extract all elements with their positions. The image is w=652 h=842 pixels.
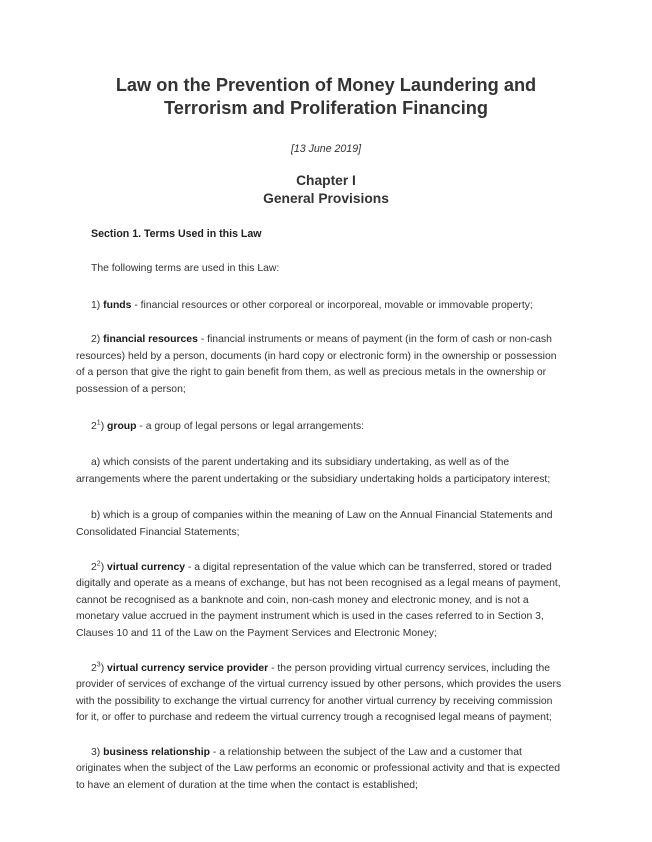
paragraph-line: arrangements where the parent undertaking or the subsidiary undertaking holds a participatory interest; <box>76 473 551 485</box>
paragraph-line: provider of services of exchange of the virtual currency issued by other persons, which provides the users <box>76 679 562 691</box>
clause-superscript: 1 <box>96 419 101 427</box>
paragraph-line <box>76 298 576 315</box>
definition-text: - financial resources or other corporeal or incorporeal, movable or immovable property; <box>131 299 533 311</box>
paragraph-line <box>76 661 576 678</box>
definition-text: - a relationship between the subject of the Law and a customer that <box>209 746 522 758</box>
definition-text: - the person providing virtual currency services, including the <box>268 662 551 674</box>
paragraph-line: to have an element of duration at the time when the contact is established; <box>76 780 418 792</box>
paragraph-line: of a person that give the right to gain benefit from them, as well as precious metals in the ownership or <box>76 367 547 379</box>
paragraph-line: originates when the subject of the Law performs an economic or professional activity and that is expected <box>76 763 561 775</box>
defined-term: virtual currency <box>107 561 186 573</box>
document-title-line-2: Terrorism and Proliferation Financing <box>163 98 489 118</box>
clause-number: 2) <box>91 334 101 346</box>
clause-number: $2^3$) <box>91 661 105 674</box>
paragraph-line <box>76 332 576 349</box>
defined-term: virtual currency service provider <box>107 662 269 674</box>
definition-paragraph-virtual-currency-service-provider <box>76 661 576 727</box>
definition-paragraph-financial-resources <box>76 332 576 398</box>
paragraph-line: possession of a person; <box>76 383 186 395</box>
paragraph-line <box>76 745 576 762</box>
paragraph-line: a) which consists of the parent undertaking and its subsidiary undertaking, as well as of the <box>91 457 510 469</box>
subclause-paragraph-b <box>76 508 576 541</box>
section-heading: Section 1. Terms Used in this Law <box>91 228 262 240</box>
definition-paragraph-group <box>76 419 576 436</box>
clause-number: 3) <box>91 746 101 758</box>
clause-superscript: 3 <box>96 661 101 669</box>
intro-paragraph <box>76 261 576 278</box>
paragraph-line: b) which is a group of companies within the meaning of Law on the Annual Financial Statements and <box>91 510 553 522</box>
clause-number: 1) <box>91 299 101 311</box>
intro-text: The following terms are used in this Law: <box>91 263 280 274</box>
definition-text: - a group of legal persons or legal arrangements: <box>136 420 365 432</box>
clause-number: $2^1$) <box>91 419 105 432</box>
chapter-title: General Provisions <box>263 190 389 206</box>
paragraph-line: with the possibility to exchange the virtual currency for another virtual currency by receiving commission <box>76 695 553 707</box>
definition-paragraph-funds <box>76 298 576 315</box>
paragraph-line: digitally and operate as a means of exchange, but has not been recognised as a legal means of payment, <box>76 578 561 590</box>
clause-superscript: 2 <box>96 560 101 568</box>
defined-term: funds <box>103 299 132 311</box>
paragraph-line: cannot be recognised as a banknote and coin, non-cash money and electronic money, and is not a <box>76 594 529 606</box>
clause-number: $2^2$) <box>91 560 105 573</box>
chapter-number: Chapter I <box>296 173 356 188</box>
definition-text: - a digital representation of the value which can be transferred, stored or traded <box>185 561 552 573</box>
document-title-line-1: Law on the Prevention of Money Laundering and <box>115 75 537 95</box>
paragraph-line: for it, or offer to purchase and redeem the virtual currency trough a recognised legal means of payment; <box>76 712 552 724</box>
definition-paragraph-business-relationship <box>76 745 576 795</box>
defined-term: business relationship <box>103 746 210 758</box>
chapter-heading <box>76 172 576 207</box>
paragraph-line: Consolidated Financial Statements; <box>76 526 240 538</box>
document-title <box>76 74 576 120</box>
defined-term: group <box>107 420 137 432</box>
paragraph-line: monetary value accrued in the payment instrument which is used in the cases referred to in Section 3, <box>76 611 544 623</box>
paragraph-line: Clauses 10 and 11 of the Law on the Payment Services and Electronic Money; <box>76 627 437 639</box>
paragraph-line <box>76 419 576 436</box>
document-date: [13 June 2019] <box>290 143 362 155</box>
paragraph-line: resources) held by a person, documents (in hard copy or electronic form) in the ownership or possession <box>76 350 557 362</box>
definition-text: - financial instruments or means of payment (in the form of cash or non-cash <box>197 334 552 346</box>
definition-paragraph-virtual-currency <box>76 560 576 643</box>
paragraph-line <box>76 560 576 577</box>
defined-term: financial resources <box>103 334 198 346</box>
subclause-paragraph-a <box>76 455 576 488</box>
